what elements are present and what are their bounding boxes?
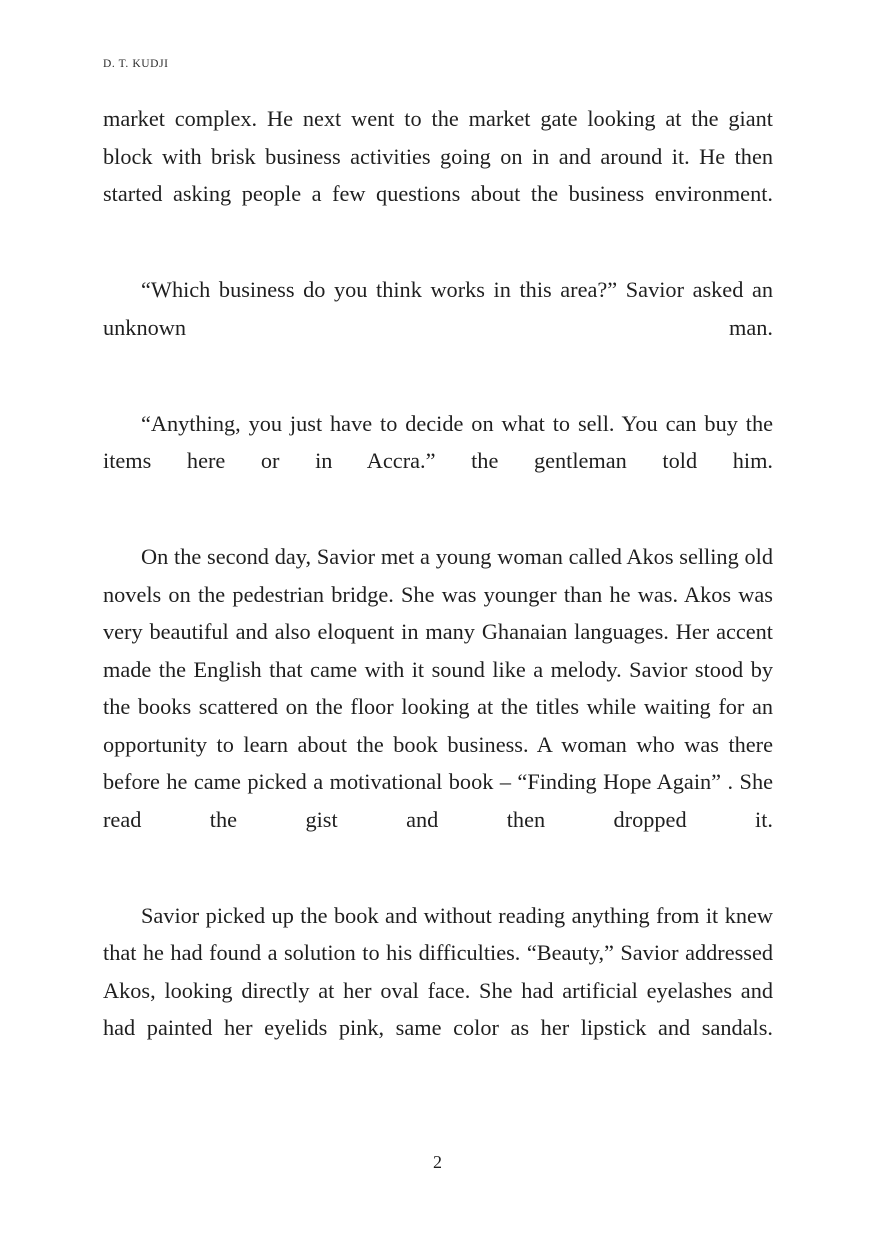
running-head-author: D. T. KUDJI [103,58,169,70]
paragraph-savior-picked-book: Savior picked up the book and without reading anything from it knew that he had found a solution to his difficulties. “Beauty,” Savior addressed Akos, looking directly at her oval face. She had artificial eyelashes and had painted her eyelids pink, same color as her lipstick and sandals. [103,902,773,1040]
body-text-column [103,100,773,1084]
paragraph-dialogue-question: “Which business do you think works in this area?” Savior asked an unknown man. [103,277,773,340]
paragraph-continuation: market complex. He next went to the market gate looking at the giant block with brisk business activities going on in and around it. He then started asking people a few questions about the business environment. [103,106,773,206]
paragraph-dialogue-answer: “Anything, you just have to decide on what to sell. You can buy the items here or in Accra.” the gentleman told him. [103,410,773,473]
paragraph-second-day: On the second day, Savior met a young woman called Akos selling old novels on the pedestrian bridge. She was younger than he was. Akos was very beautiful and also eloquent in many Ghanaian languages. Her accent made the English that came with it sound like a melody. Savior stood by the books scattered on the floor looking at the titles while waiting for an opportunity to learn about the book business. A woman who was there before he came picked a motivational book – “Finding Hope Again” . She read the gist and then dropped it. [103,544,773,832]
page-number: 2 [433,1152,442,1172]
